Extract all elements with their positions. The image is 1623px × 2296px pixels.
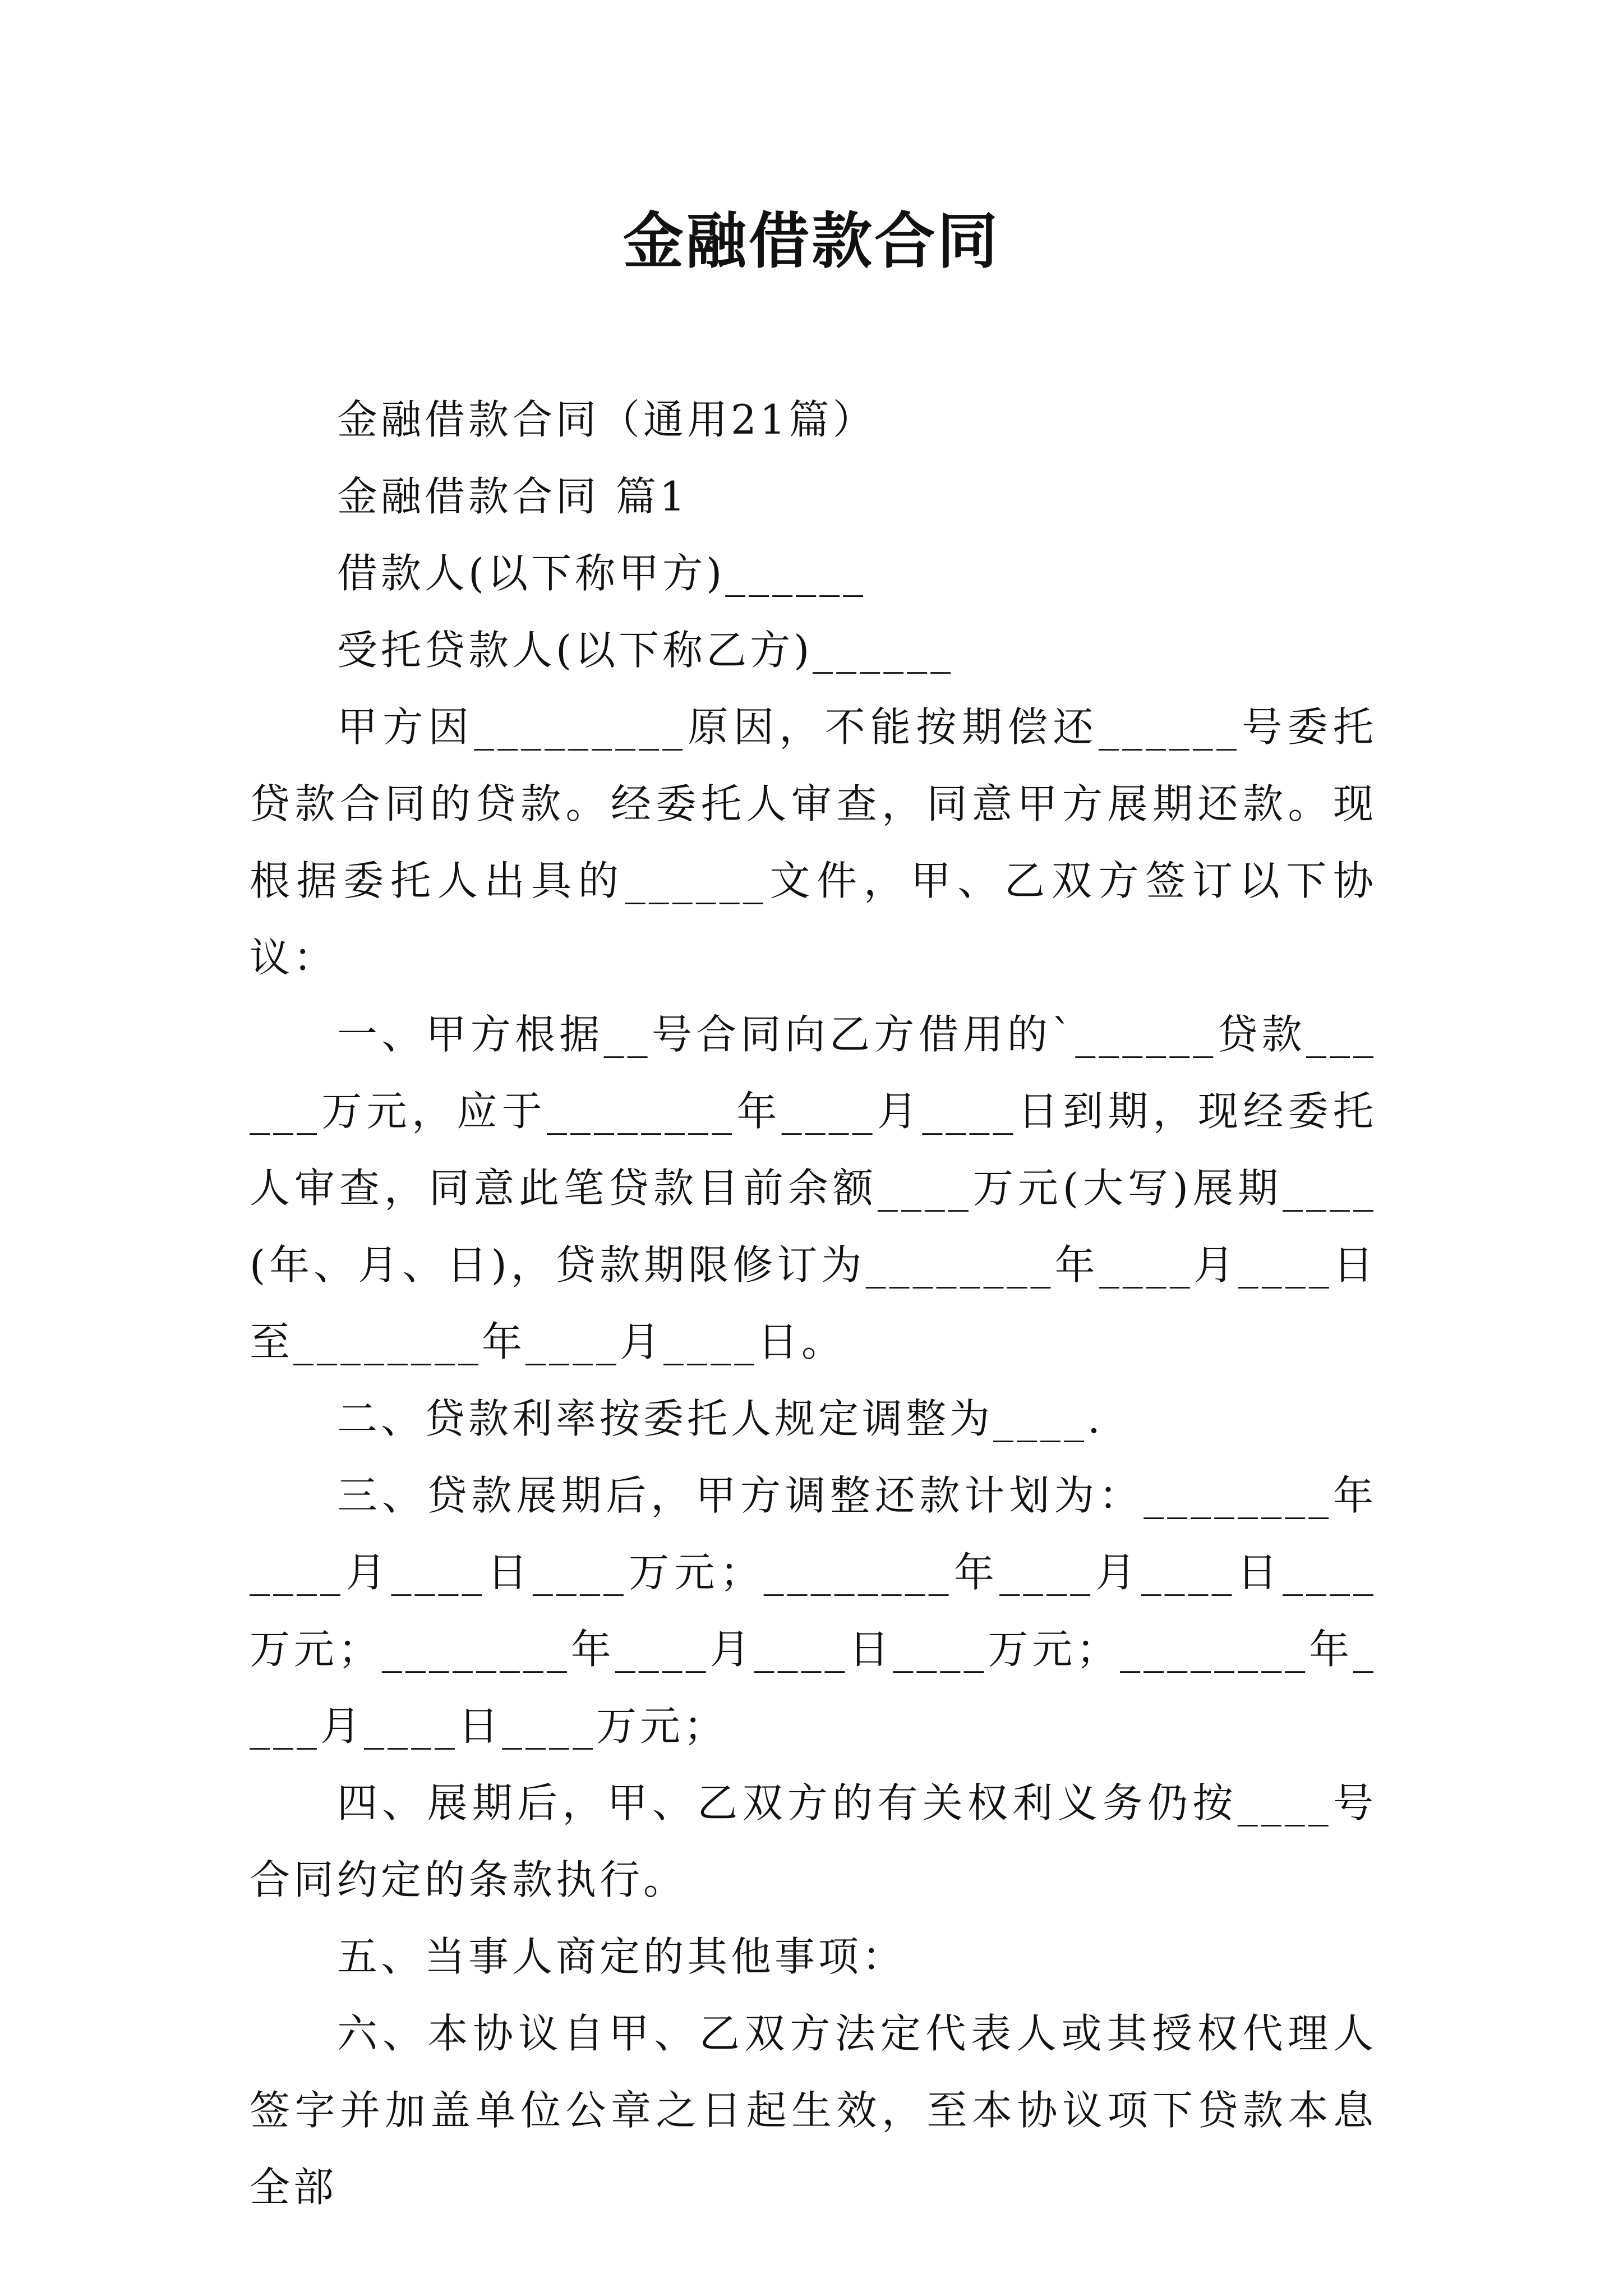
paragraph-clause-2: 二、贷款利率按委托人规定调整为____. bbox=[337, 1395, 1104, 1442]
paragraph-clause-4: 四、展期后，甲、乙双方的有关权利义务仍按____号合同约定的条款执行。 bbox=[250, 1779, 1377, 1903]
paragraph-clause-3: 三、贷款展期后，甲方调整还款计划为：________年____月____日____万元；________年____月____日____万元；________年____月____日____万元；________年____月____日____万元； bbox=[250, 1472, 1377, 1750]
paragraph-clause-1: 一、甲方根据__号合同向乙方借用的`______贷款______万元，应于________年____月____日到期，现经委托人审查，同意此笔贷款目前余额____万元(大写)展期____(年、月、日)，贷款期限修订为________年____月____日至________年____月____日。 bbox=[250, 1011, 1377, 1365]
paragraph-clause-6: 六、本协议自甲、乙双方法定代表人或其授权代理人签字并加盖单位公章之日起生效，至本协议项下贷款本息全部 bbox=[250, 2010, 1377, 2211]
document-body bbox=[250, 381, 1377, 2226]
paragraph-clause-5: 五、当事人商定的其他事项： bbox=[337, 1933, 906, 1980]
paragraph-preamble: 甲方因_________原因，不能按期偿还______号委托贷款合同的贷款。经委托人审查，同意甲方展期还款。现根据委托人出具的______文件，甲、乙双方签订以下协议： bbox=[250, 703, 1377, 981]
paragraph-borrower: 借款人(以下称甲方)______ bbox=[337, 550, 867, 597]
paragraph-lender: 受托贷款人(以下称乙方)______ bbox=[337, 627, 955, 674]
paragraph-collection-title: 金融借款合同（通用21篇） bbox=[337, 396, 877, 443]
document-title: 金融借款合同 bbox=[623, 206, 1000, 277]
paragraph-chapter-heading: 金融借款合同 篇1 bbox=[337, 473, 689, 520]
